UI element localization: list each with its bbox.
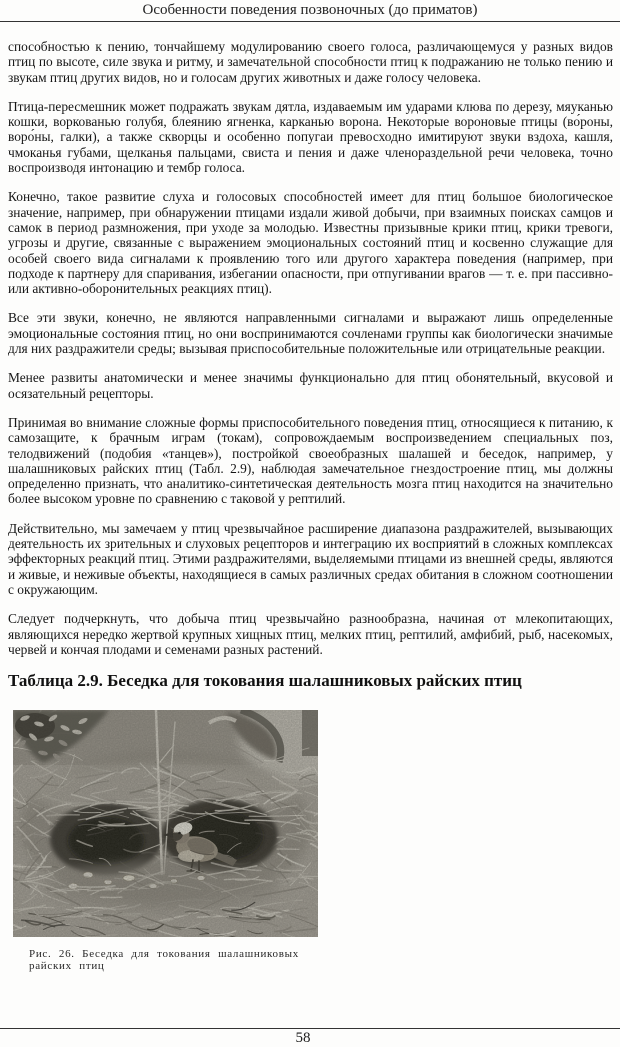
running-head-title: Особенности поведения позвоночных (до приматов) bbox=[142, 2, 478, 18]
body-paragraph: Птица-пересмешник может подражать звукам дятла, издаваемым им ударами клюва по дерезу, мяуканью кошки, воркованью голубя, блеянию ягненка, карканью ворона. Некоторые вороновые птицы (во́роны, воро́ны, галки), а также скворцы и особенно попугаи превосходно имитируют звуки вздоха, кашля, чмоканья губами, щелканья пальцами, свиста и пения и даже членораздельной речи человека, точно воспроизводя интонацию и тембр голоса. bbox=[8, 98, 613, 176]
figure-illustration bbox=[13, 710, 318, 972]
body-paragraph: способностью к пению, тончайшему модулированию своего голоса, различающемуся у разных видов птиц по высоте, силе звука и ритму, и замечательной способности птиц к подражанию не только пению и звукам птиц других видов, но и голосам других животных и даже голосу человека. bbox=[8, 39, 613, 85]
body-paragraph: Конечно, такое развитие слуха и голосовых способностей имеет для птиц большое биологическое значение, например, при обнаружении птицами издали живой добычи, при взаимных поисках самцов и самок в период размножения, при уходе за молодью. Известны призывные крики птиц, крики тревоги, угрозы и другие, связанные с выражением эмоциональных состояний птиц и косвенно служащие для особей своего вида сигналами к проявлению того или другого характера поведения (например, при подходе к партнеру для спаривания, избегании опасности, при отпугивании врагов — т. е. при пассивно- или активно-оборонительных реакциях птиц). bbox=[8, 189, 613, 297]
page-number: 58 bbox=[295, 1030, 311, 1046]
body-paragraph: Действительно, мы замечаем у птиц чрезвычайное расширение диапазона раздражителей, вызывающих деятельность их зрительных и слуховых рецепторов и интеграцию их восприятий в сложных комплексах эффекторных реакций птиц. Этими раздражителями, выделяемыми птицами из внешней среды, являются и живые, и неживые объекты, находящиеся в самых различных средах обитания в сложном соотношении с окружающим. bbox=[8, 520, 613, 597]
bower-illustration bbox=[13, 710, 318, 937]
page-body bbox=[8, 39, 613, 972]
body-paragraph: Следует подчеркнуть, что добыча птиц чрезвычайно разнообразна, начиная от млекопитающих, являющихся нередко жертвой крупных хищных птиц, мелких птиц, рептилий, амфибий, рыб, насекомых, червей и кончая плодами и семенами разных растений. bbox=[8, 611, 613, 657]
header-rule bbox=[0, 21, 620, 22]
body-paragraph: Принимая во внимание сложные формы приспособительного поведения птиц, относящиеся к питанию, к самозащите, к брачным играм (токам), сопровождаемым воспроизведением специальных поз, телодвижений (подобия «танцев»), постройкой своеобразных шалашей и беседок, например, у шалашниковых райских птиц (Табл. 2.9), наблюдая замечательное гнездостроение птиц, мы должны определенно признать, что аналитико-синтетическая деятельность мозга птиц находится на значительно более высоком уровне по сравнению с таковой у рептилий. bbox=[8, 414, 613, 507]
body-paragraph: Все эти звуки, конечно, не являются направленными сигналами и выражают лишь определенные эмоциональные состояния птиц, но они воспринимаются сочленами группы как биологически значимые для них раздражители среды; вызывая приспособительные положительные или отрицательные реакции. bbox=[8, 310, 613, 357]
body-paragraph: Менее развиты анатомически и менее значимы функционально для птиц обонятельный, вкусовой и осязательный рецепторы. bbox=[8, 370, 613, 401]
table-heading: Таблица 2.9. Беседка для токования шалашниковых райских птиц bbox=[8, 671, 522, 691]
figure-caption: Рис. 26. Беседка для токования шалашниковых райских птиц bbox=[29, 948, 299, 973]
footer-rule bbox=[0, 1028, 620, 1029]
